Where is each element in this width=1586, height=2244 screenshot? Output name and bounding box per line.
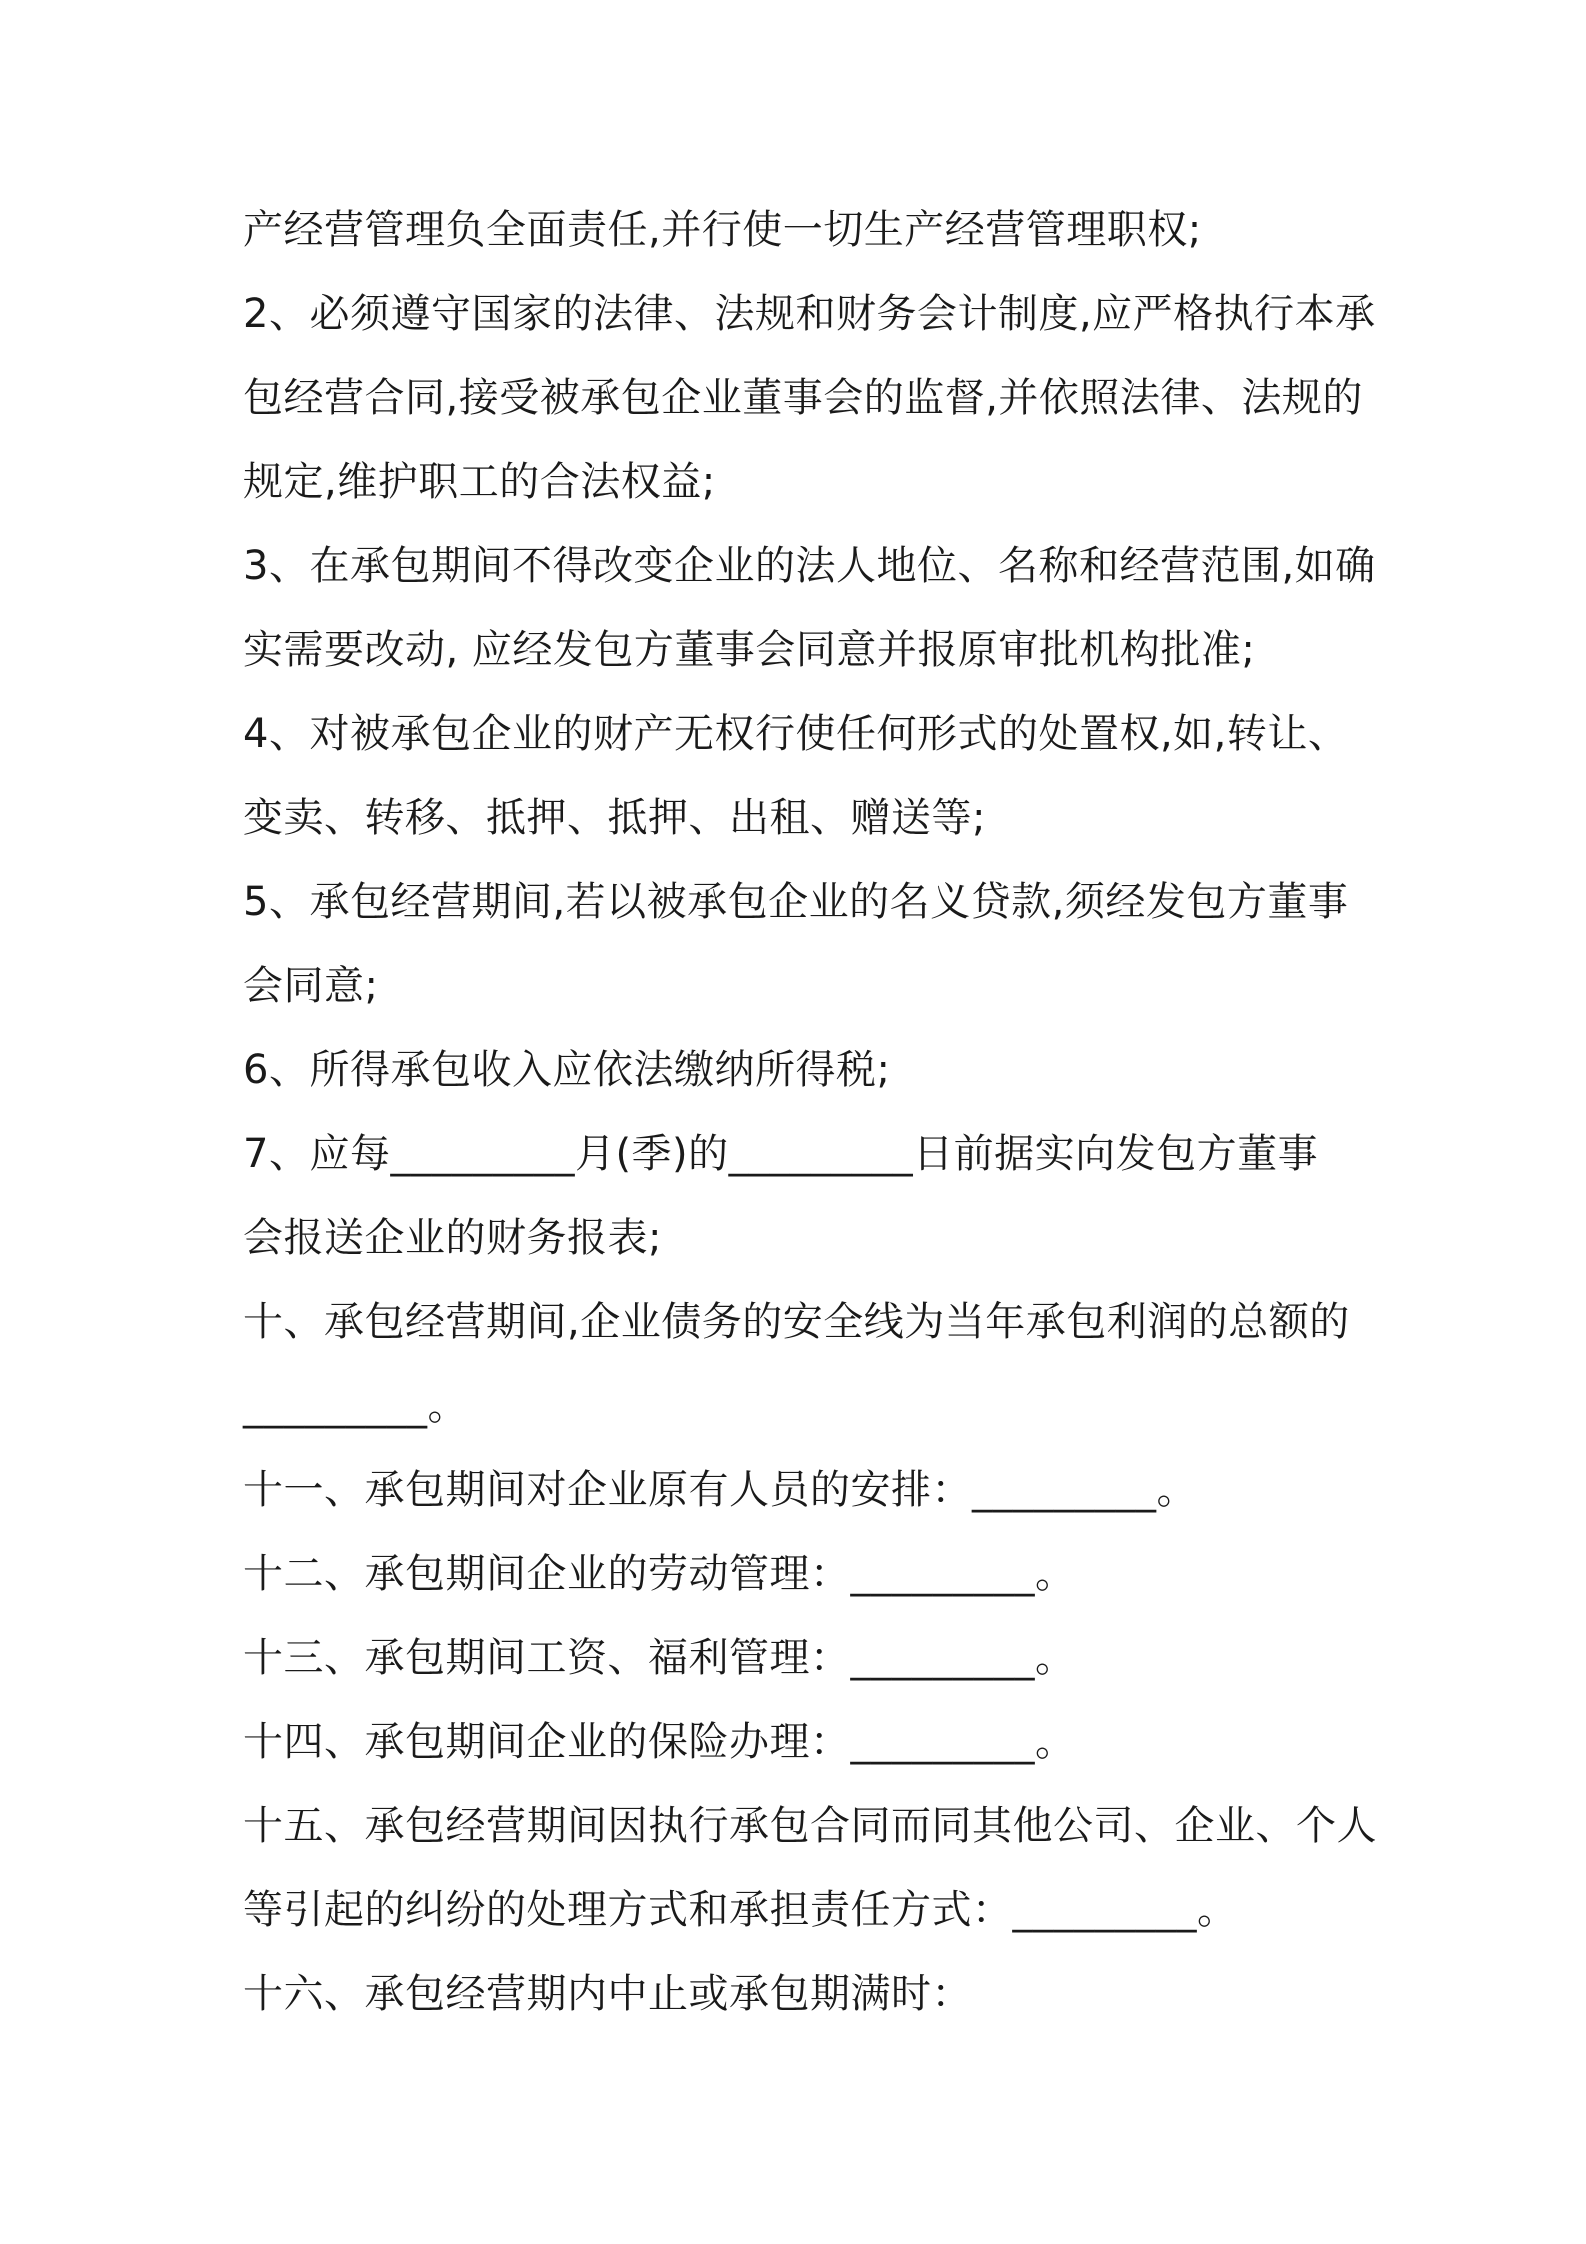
text-line: 十二、承包期间企业的劳动管理：_________。: [243, 1551, 1076, 1597]
text-line: 十五、承包经营期间因执行承包合同而同其他公司、企业、个人: [243, 1803, 1377, 1849]
text-line: 实需要改动, 应经发包方董事会同意并报原审批机构批准;: [243, 627, 1256, 673]
text-line: 会报送企业的财务报表;: [243, 1215, 662, 1261]
text-line: 3、在承包期间不得改变企业的法人地位、名称和经营范围,如确: [243, 543, 1376, 589]
text-line: 产经营管理负全面责任,并行使一切生产经营管理职权;: [243, 207, 1202, 253]
text-line: 6、所得承包收入应依法缴纳所得税;: [243, 1047, 891, 1093]
text-line: 十、承包经营期间,企业债务的安全线为当年承包利润的总额的: [243, 1299, 1350, 1345]
text-line: 4、对被承包企业的财产无权行使任何形式的处置权,如,转让、: [243, 711, 1349, 757]
text-line: 7、应每_________月(季)的_________日前据实向发包方董事: [243, 1131, 1319, 1177]
text-line: 5、承包经营期间,若以被承包企业的名义贷款,须经发包方董事: [243, 879, 1349, 925]
text-line: 十四、承包期间企业的保险办理：_________。: [243, 1719, 1076, 1765]
text-line: 规定,维护职工的合法权益;: [243, 459, 716, 505]
text-line: 十六、承包经营期内中止或承包期满时：: [243, 1971, 972, 2017]
text-line: 等引起的纠纷的处理方式和承担责任方式：_________。: [243, 1887, 1238, 1933]
text-line: 包经营合同,接受被承包企业董事会的监督,并依照法律、法规的: [243, 375, 1363, 421]
text-line: 十一、承包期间对企业原有人员的安排：_________。: [243, 1467, 1197, 1513]
text-line: 变卖、转移、抵押、抵押、出租、赠送等;: [243, 795, 986, 841]
text-line: 十三、承包期间工资、福利管理：_________。: [243, 1635, 1076, 1681]
text-line: 会同意;: [243, 963, 379, 1009]
text-line: 2、必须遵守国家的法律、法规和财务会计制度,应严格执行本承: [243, 291, 1376, 337]
text-line: _________。: [243, 1383, 468, 1429]
